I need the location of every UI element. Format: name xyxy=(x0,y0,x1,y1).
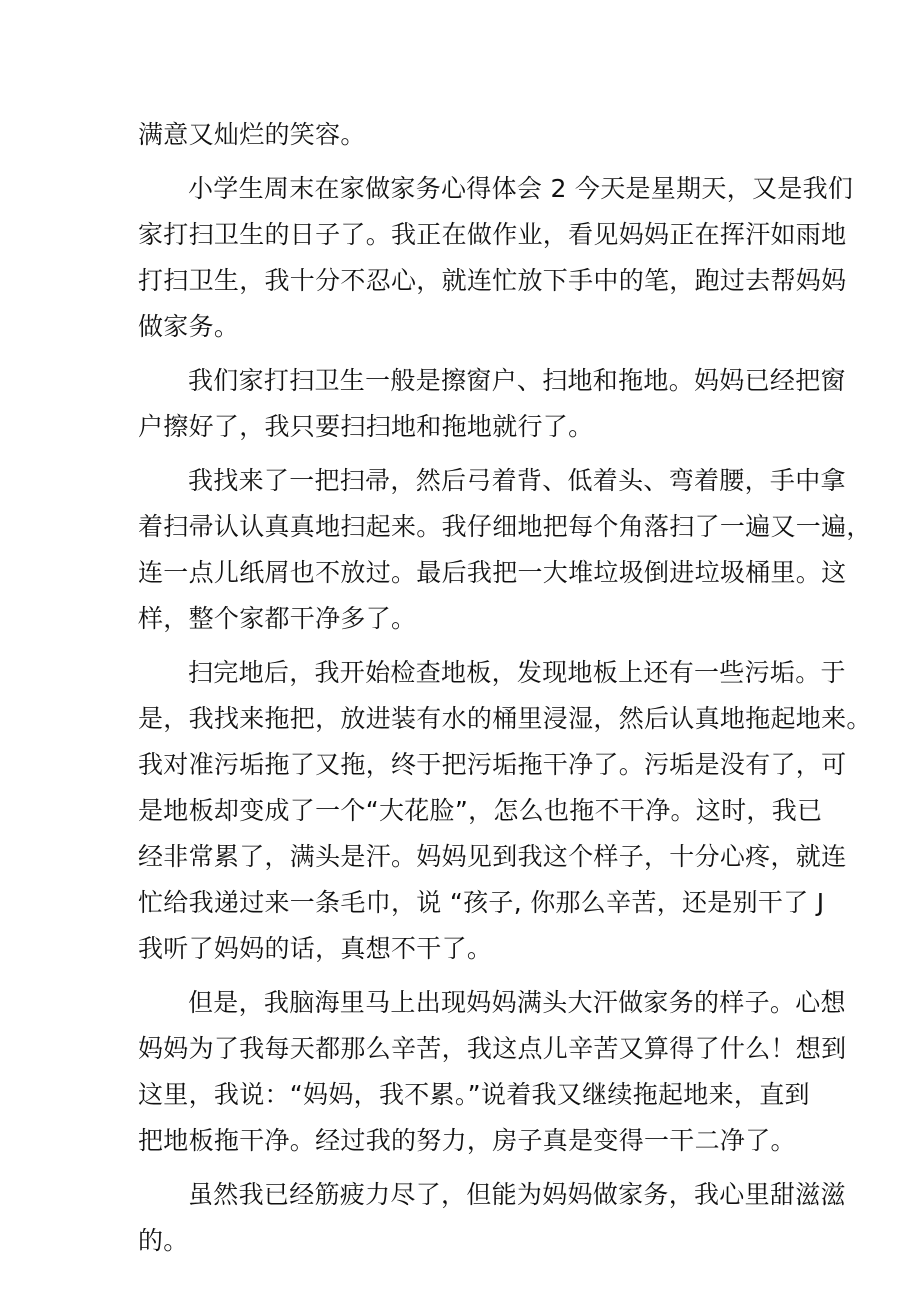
paragraph-3-line-1: 我们家打扫卫生一般是擦窗户、扫地和拖地。妈妈已经把窗 xyxy=(188,366,846,395)
document-body xyxy=(138,112,872,1264)
paragraph-4-line-2: 着扫帚认认真真地扫起来。我仔细地把每个角落扫了一遍又一遍， xyxy=(138,512,872,541)
paragraph-2-line-1: 小学生周末在家做家务心得体会 2 今天是星期天，又是我们 xyxy=(188,174,854,203)
paragraph-4-line-1: 我找来了一把扫帚，然后弓着背、低着头、弯着腰，手中拿 xyxy=(188,466,846,495)
paragraph-1-line-1: 满意又灿烂的笑容。 xyxy=(138,120,366,149)
paragraph-2-line-3: 打扫卫生，我十分不忍心，就连忙放下手中的笔，跑过去帮妈妈 xyxy=(138,266,847,295)
paragraph-gap xyxy=(138,350,786,358)
paragraph-2-line-2: 家打扫卫生的日子了。我正在做作业，看见妈妈正在挥汗如雨地 xyxy=(138,220,847,249)
paragraph-7-line-2: 的。 xyxy=(138,1226,189,1255)
paragraph-6-line-3: 这里，我说：“妈妈，我不累。”说着我又继续拖起地来，直到 xyxy=(138,1080,810,1109)
paragraph-6-line-4: 把地板拖干净。经过我的努力，房子真是变得一干二净了。 xyxy=(138,1126,796,1155)
paragraph-5-line-3: 我对准污垢拖了又拖，终于把污垢拖干净了。污垢是没有了，可 xyxy=(138,750,847,779)
paragraph-gap xyxy=(138,642,786,650)
paragraph-5-line-6: 忙给我递过来一条毛巾，说 “孩子, 你那么辛苦，还是别干了 J xyxy=(138,888,825,917)
paragraph-gap xyxy=(138,158,786,166)
paragraph-4-line-4: 样，整个家都干净多了。 xyxy=(138,604,417,633)
paragraph-4-line-3: 连一点儿纸屑也不放过。最后我把一大堆垃圾倒进垃圾桶里。这 xyxy=(138,558,847,587)
paragraph-5-line-4: 是地板却变成了一个“大花脸”，怎么也拖不干净。这时，我已 xyxy=(138,796,823,825)
paragraph-2-line-4: 做家务。 xyxy=(138,312,240,341)
paragraph-7-line-1: 虽然我已经筋疲力尽了，但能为妈妈做家务，我心里甜滋滋 xyxy=(188,1180,846,1209)
paragraph-5-line-5: 经非常累了，满头是汗。妈妈见到我这个样子，十分心疼，就连 xyxy=(138,842,847,871)
paragraph-gap xyxy=(138,450,786,458)
paragraph-5-line-7: 我听了妈妈的话，真想不干了。 xyxy=(138,934,493,963)
paragraph-3-line-2: 户擦好了，我只要扫扫地和拖地就行了。 xyxy=(138,412,594,441)
paragraph-5-line-2: 是，我找来拖把，放进装有水的桶里浸湿，然后认真地拖起地来。 xyxy=(138,704,872,733)
paragraph-gap xyxy=(138,972,786,980)
paragraph-5-line-1: 扫完地后，我开始检查地板，发现地板上还有一些污垢。于 xyxy=(188,658,846,687)
paragraph-gap xyxy=(138,1164,786,1172)
paragraph-6-line-2: 妈妈为了我每天都那么辛苦，我这点儿辛苦又算得了什么！想到 xyxy=(138,1034,847,1063)
paragraph-6-line-1: 但是，我脑海里马上出现妈妈满头大汗做家务的样子。心想 xyxy=(188,988,846,1017)
